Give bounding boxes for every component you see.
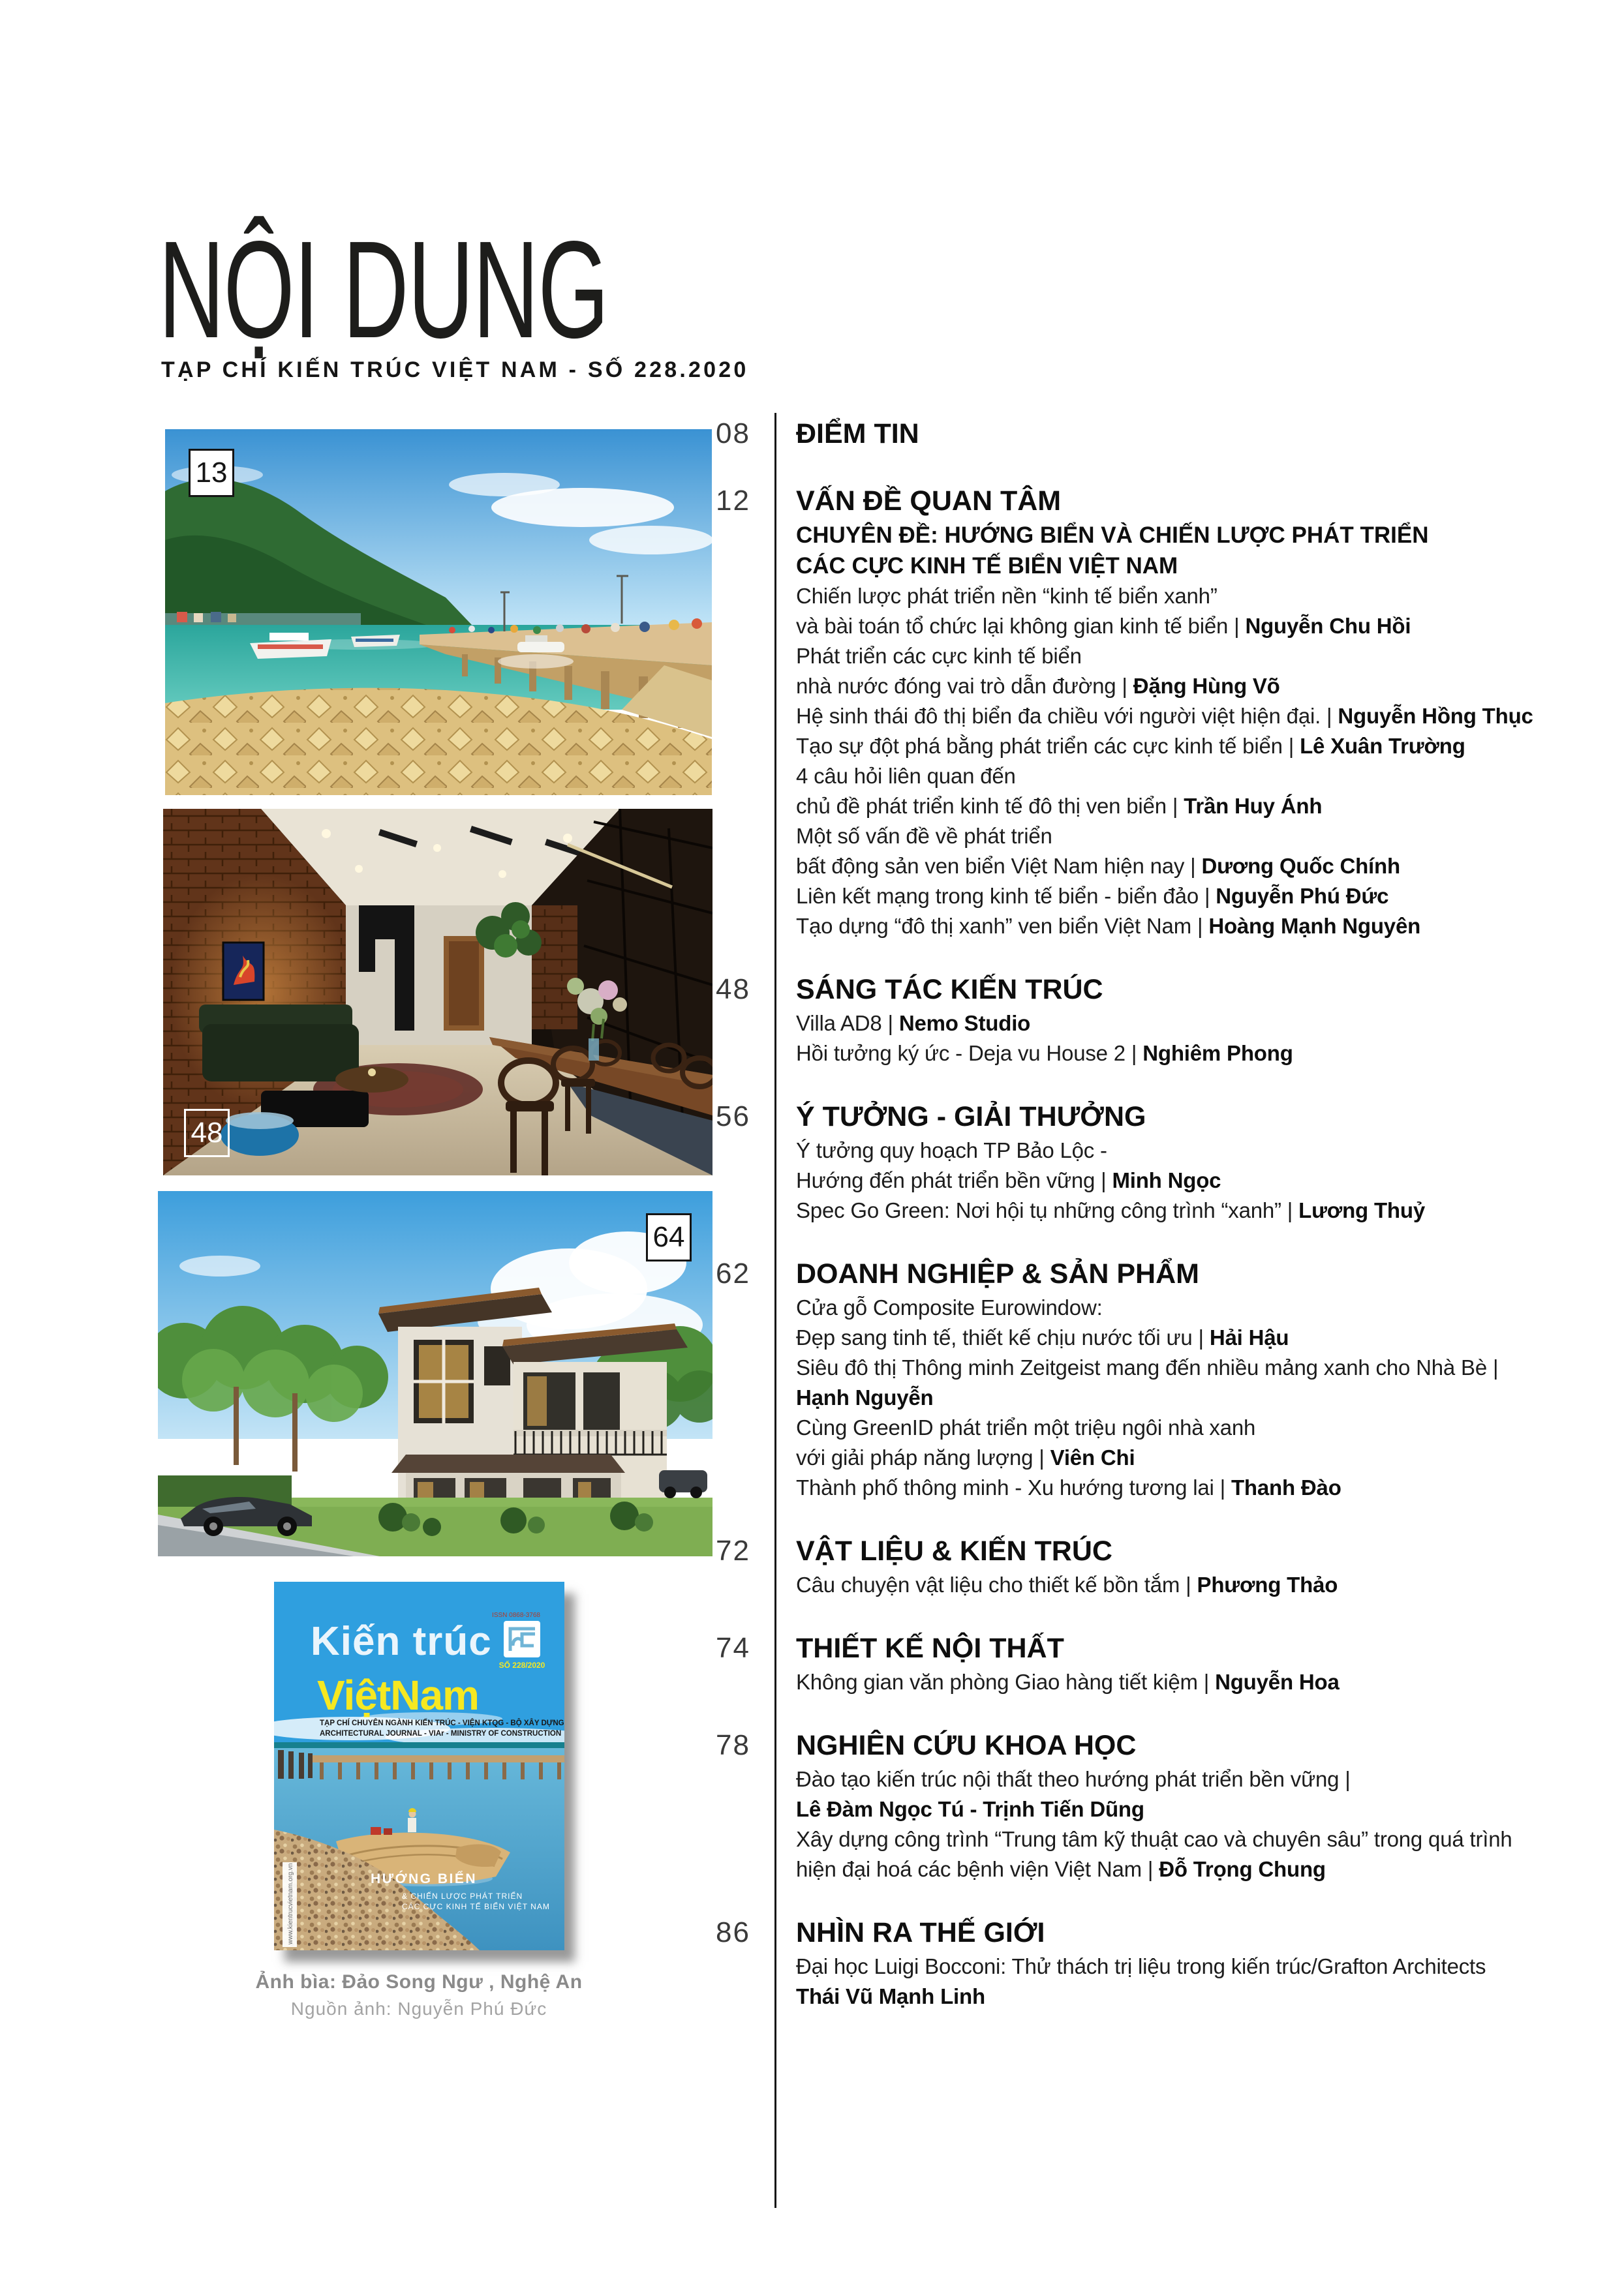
entry-text: Không gian văn phòng Giao hàng tiết kiệm | — [796, 1670, 1216, 1694]
entry-text: nhà nước đóng vai trò dẫn đường | — [796, 674, 1133, 698]
toc-section-78 — [666, 1727, 1599, 1884]
entry-text: Câu chuyện vật liệu cho thiết kế bồn tắm | — [796, 1573, 1197, 1597]
toc-section-08 — [666, 415, 1599, 453]
toc-topic-line: CHUYÊN ĐỀ: HƯỚNG BIỂN VÀ CHIẾN LƯỢC PHÁT TRIỂN — [796, 522, 1429, 548]
toc-section-72 — [666, 1532, 1599, 1600]
entry-text: Đào tạo kiến trúc nội thất theo hướng phát triển bền vững | — [796, 1767, 1351, 1791]
toc-section-title: Ý TƯỞNG - GIẢI THƯỞNG — [796, 1101, 1146, 1132]
author-name: Lê Xuân Trường — [1300, 734, 1465, 758]
author-name: Nguyễn Hồng Thục — [1338, 704, 1533, 728]
magazine-cover — [274, 1582, 564, 1950]
cover-subhead-2: CÁC CỰC KINH TẾ BIỂN VIỆT NAM — [402, 1902, 550, 1911]
entry-text: Chiến lược phát triển nền “kinh tế biển xanh” — [796, 584, 1218, 608]
page-title: NỘI DUNG — [159, 212, 609, 367]
toc-entry — [796, 581, 1533, 611]
entry-text: Xây dựng công trình “Trung tâm kỹ thuật cao và chuyên sâu” trong quá trình — [796, 1827, 1512, 1851]
toc-page-number: 12 — [716, 485, 750, 517]
entry-text: Siêu đô thị Thông minh Zeitgeist mang đến nhiều mảng xanh cho Nhà Bè | — [796, 1355, 1499, 1380]
toc-entry — [796, 1196, 1425, 1226]
toc-section-body — [796, 1629, 1340, 1697]
entry-text: Hồi tưởng ký ức - Deja vu House 2 | — [796, 1041, 1143, 1065]
author-name: Nguyễn Chu Hồi — [1245, 614, 1411, 638]
toc-entry — [796, 1293, 1498, 1323]
toc-entry — [796, 1038, 1293, 1068]
toc-topic-line: CÁC CỰC KINH TẾ BIỂN VIỆT NAM — [796, 553, 1178, 579]
toc-section-74 — [666, 1629, 1599, 1697]
toc-section-title: SÁNG TÁC KIẾN TRÚC — [796, 974, 1103, 1005]
villa-render-photo — [158, 1191, 712, 1556]
toc-entry — [796, 1473, 1498, 1503]
entry-text: Hệ sinh thái đô thị biển đa chiều với người việt hiện đại. | — [796, 704, 1338, 728]
entry-text: Hướng đến phát triển bền vững | — [796, 1168, 1112, 1192]
entry-text: Cùng GreenID phát triển một triệu ngôi nhà xanh — [796, 1415, 1256, 1440]
photo-page-label — [184, 1109, 230, 1157]
photo-page-number: 64 — [652, 1221, 685, 1253]
entry-text: với giải pháp năng lượng | — [796, 1445, 1050, 1470]
magazine-cover-illustration — [274, 1582, 564, 1950]
toc-entry — [796, 1764, 1512, 1794]
toc-section-title: VẬT LIỆU & KIẾN TRÚC — [796, 1535, 1112, 1567]
author-name: Minh Ngọc — [1112, 1168, 1221, 1192]
entry-text: Tạo dựng “đô thị xanh” ven biển Việt Nam | — [796, 914, 1209, 938]
toc-section-title: THIẾT KẾ NỘI THẤT — [796, 1633, 1064, 1664]
author-name: Hoàng Mạnh Nguyên — [1208, 914, 1421, 938]
entry-text: Tạo sự đột phá bằng phát triển các cực kinh tế biển | — [796, 734, 1300, 758]
toc-entry — [796, 1136, 1425, 1166]
toc-list — [666, 415, 1599, 2041]
toc-entry — [796, 761, 1533, 791]
cover-headline: HƯỚNG BIỂN — [371, 1871, 478, 1886]
toc-section-body — [796, 482, 1533, 941]
toc-section-title: NGHIÊN CỨU KHOA HỌC — [796, 1730, 1137, 1761]
toc-entry — [796, 1982, 1486, 2012]
cover-issue-number: SỐ 228/2020 — [498, 1661, 545, 1670]
toc-entry — [796, 1323, 1498, 1353]
author-name: Nemo Studio — [898, 1011, 1031, 1035]
toc-entry — [796, 1166, 1425, 1196]
toc-entry — [796, 821, 1533, 851]
toc-section-body — [796, 1532, 1338, 1600]
cover-subhead-1: & CHIẾN LƯỢC PHÁT TRIỂN — [402, 1892, 523, 1901]
toc-entry — [796, 1952, 1486, 1982]
entry-text: Thành phố thông minh - Xu hướng tương lai | — [796, 1475, 1231, 1500]
toc-section-title: NHÌN RA THẾ GIỚI — [796, 1917, 1045, 1948]
toc-entry — [796, 1383, 1498, 1413]
photo-page-number: 13 — [195, 457, 228, 489]
toc-entry — [796, 1443, 1498, 1473]
toc-entry — [796, 1570, 1338, 1600]
pier-harbor-photo — [165, 429, 712, 795]
toc-entry — [796, 1824, 1512, 1854]
toc-section-body — [796, 1255, 1498, 1503]
entry-text: Đẹp sang tinh tế, thiết kế chịu nước tối ưu | — [796, 1325, 1210, 1350]
toc-section-title: VẤN ĐỀ QUAN TÂM — [796, 485, 1062, 517]
author-name: Viên Chi — [1050, 1445, 1135, 1470]
entry-text: bất động sản ven biển Việt Nam hiện nay | — [796, 854, 1202, 878]
toc-entry — [796, 611, 1533, 641]
author-name: Dương Quốc Chính — [1201, 854, 1400, 878]
entry-text: Villa AD8 | — [796, 1011, 899, 1035]
author-name: Trần Huy Ánh — [1184, 794, 1323, 818]
toc-section-body — [796, 1098, 1425, 1226]
toc-entry — [796, 911, 1533, 941]
toc-page-number: 62 — [716, 1258, 750, 1290]
toc-page-number: 48 — [716, 973, 750, 1005]
entry-text: Đại học Luigi Bocconi: Thử thách trị liệu trong kiến trúc/Grafton Architects — [796, 1954, 1486, 1978]
cover-masthead-top: Kiến trúc — [311, 1619, 492, 1664]
author-name: Nguyễn Phú Đức — [1216, 884, 1389, 908]
author-name: Thái Vũ Mạnh Linh — [796, 1984, 985, 2008]
interior-photo — [163, 809, 712, 1175]
toc-entry — [796, 881, 1533, 911]
cover-masthead-bottom: ViệtNam — [317, 1672, 479, 1719]
toc-entry — [796, 791, 1533, 821]
entry-text: Ý tưởng quy hoạch TP Bảo Lộc - — [796, 1138, 1107, 1162]
toc-section-body — [796, 1727, 1512, 1884]
toc-entry — [796, 1413, 1498, 1443]
toc-section-56 — [666, 1098, 1599, 1226]
toc-entry — [796, 1353, 1498, 1383]
entry-text: Phát triển các cực kinh tế biển — [796, 644, 1082, 668]
cover-website: www.kientrucvietnam.org.vn — [287, 1863, 294, 1944]
author-name: Thanh Đào — [1231, 1475, 1341, 1500]
toc-section-body — [796, 971, 1293, 1068]
author-name: Đặng Hùng Võ — [1133, 674, 1280, 698]
toc-section-86 — [666, 1914, 1599, 2012]
toc-section-12 — [666, 482, 1599, 941]
cover-tagline-1: TẠP CHÍ CHUYÊN NGÀNH KIẾN TRÚC - VIỆN KTQG - BỘ XÂY DỰNG — [320, 1719, 564, 1727]
toc-entry — [796, 1854, 1512, 1884]
author-name: Đỗ Trọng Chung — [1159, 1857, 1326, 1881]
toc-entry — [796, 1667, 1340, 1697]
toc-page-number: 72 — [716, 1535, 750, 1567]
photo-page-label — [189, 449, 234, 497]
entry-text: Cửa gỗ Composite Eurowindow: — [796, 1295, 1103, 1320]
photo-page-number: 48 — [191, 1117, 223, 1149]
toc-section-body — [796, 415, 919, 453]
author-name: Hải Hậu — [1209, 1325, 1289, 1350]
interior-illustration — [163, 809, 712, 1175]
page-subtitle: TẠP CHÍ KIẾN TRÚC VIỆT NAM - SỐ 228.2020 — [161, 357, 749, 382]
cover-issn: ISSN 0868-3768 — [492, 1612, 540, 1619]
toc-page-number: 78 — [716, 1729, 750, 1761]
toc-section-48 — [666, 971, 1599, 1068]
cover-caption — [210, 1971, 628, 2019]
author-name: Hạnh Nguyễn — [796, 1385, 934, 1410]
author-name: Nguyễn Hoa — [1215, 1670, 1340, 1694]
toc-entry — [796, 731, 1533, 761]
cover-caption-credit: Nguồn ảnh: Nguyễn Phú Đức — [290, 1999, 547, 2019]
toc-entry — [796, 851, 1533, 881]
toc-section-body — [796, 1914, 1486, 2012]
toc-page-number: 56 — [716, 1100, 750, 1132]
toc-section-62 — [666, 1255, 1599, 1503]
toc-entry — [796, 1008, 1293, 1038]
cover-caption-title: Ảnh bìa: Đảo Song Ngư , Nghệ An — [255, 1971, 583, 1993]
entry-text: chủ đề phát triển kinh tế đô thị ven biển | — [796, 794, 1184, 818]
author-name: Lê Đàm Ngọc Tú - Trịnh Tiến Dũng — [796, 1797, 1144, 1821]
entry-text: và bài toán tổ chức lại không gian kinh tế biển | — [796, 614, 1246, 638]
pier-harbor-illustration — [165, 429, 712, 795]
toc-entry — [796, 701, 1533, 731]
toc-entry — [796, 671, 1533, 701]
toc-page-number: 08 — [716, 417, 750, 449]
entry-text: Spec Go Green: Nơi hội tụ những công trình “xanh” | — [796, 1198, 1299, 1222]
toc-entry — [796, 641, 1533, 671]
entry-text: hiện đại hoá các bệnh viện Việt Nam | — [796, 1857, 1159, 1881]
villa-illustration — [158, 1191, 712, 1556]
page-header — [159, 212, 785, 367]
toc-entry — [796, 1794, 1512, 1824]
toc-page-number: 74 — [716, 1632, 750, 1664]
cover-tagline-2: ARCHITECTURAL JOURNAL - VIAr - MINISTRY OF CONSTRUCTION — [320, 1730, 562, 1738]
toc-section-title: DOANH NGHIỆP & SẢN PHẨM — [796, 1258, 1199, 1290]
toc-page-number: 86 — [716, 1916, 750, 1948]
entry-text: Liên kết mạng trong kinh tế biển - biển đảo | — [796, 884, 1216, 908]
entry-text: 4 câu hỏi liên quan đến — [796, 764, 1016, 788]
toc-section-title: ĐIỂM TIN — [796, 418, 919, 449]
author-name: Nghiêm Phong — [1142, 1041, 1293, 1065]
author-name: Lương Thuỷ — [1298, 1198, 1425, 1222]
author-name: Phương Thảo — [1197, 1573, 1338, 1597]
entry-text: Một số vấn đề về phát triển — [796, 824, 1052, 848]
